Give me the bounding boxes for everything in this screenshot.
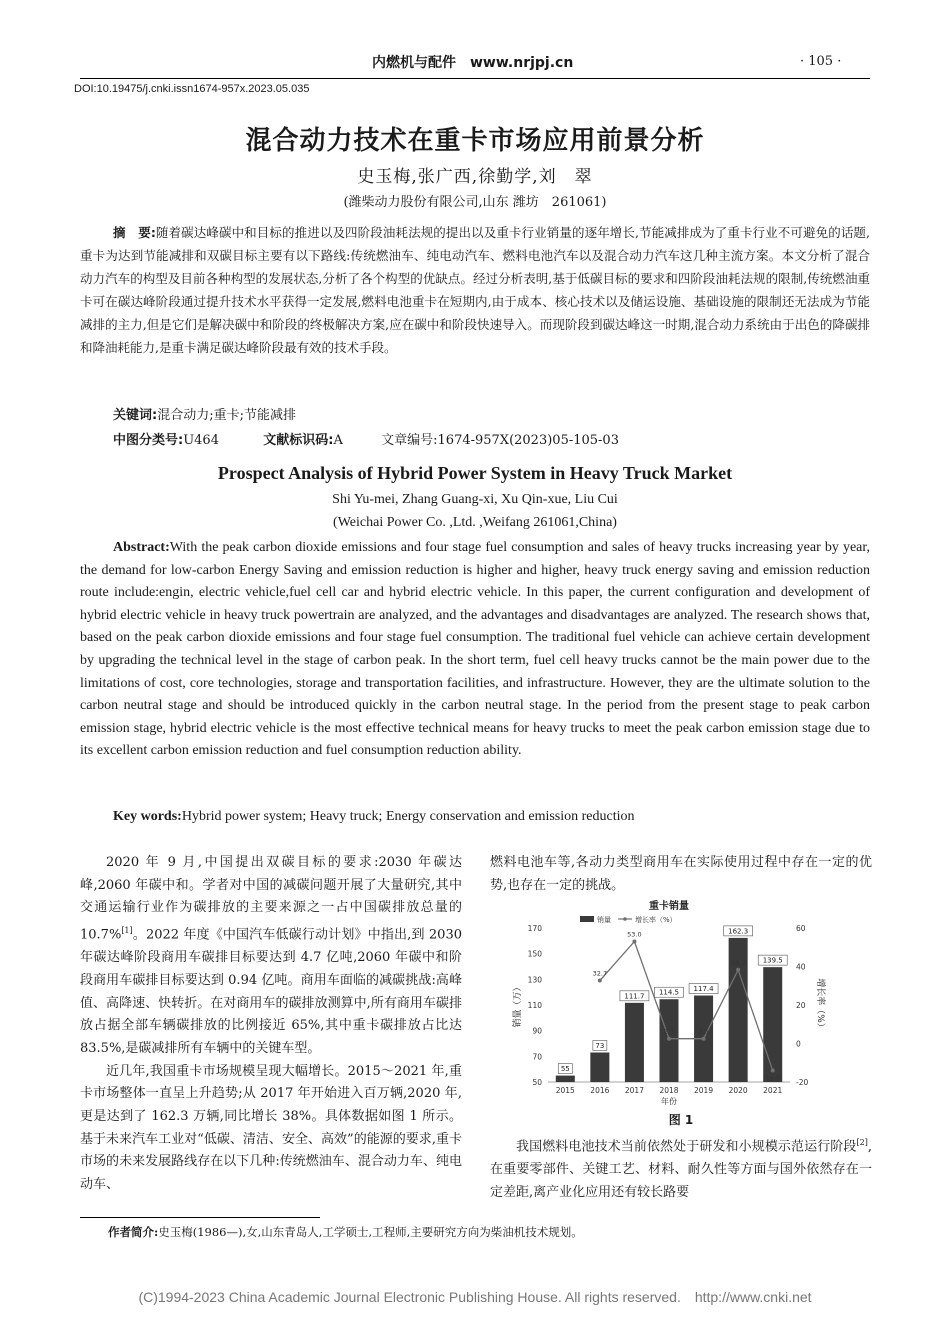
abstract-en-text: With the peak carbon dioxide emissions and four stage fuel consumption and sales of heavy trucks increasing year by year, the demand for low-carbon Energy Saving and emission reduction is higher and higher, heavy truck energy saving and emission reduction route include:engin, electric vehicle,fuel cell car and hybrid electric vehicle. In this paper, the current configuration and development of hybrid electric vehicle in heavy truck powertrain are analyzed, and the advantages and disadvantages are analyzed. The research shows that, based on the peak carbon dioxide emissions and four stage fuel consumption. The traditional fuel vehicle can achieve certain development by upgrading the technical level in the stage of carbon peak. In the short term, fuel cell heavy trucks cannot be the main power due to the limitations of cost, core technologies, storage and transportation facilities, and infrastructure. However, they are the ultimate solution to the carbon neutral stage and should be introduced quickly in the carbon neutral stage. In the period from the present stage to peak carbon emission stage, hybrid electric vehicle is the most effective technical means for heavy trucks to meet the peak carbon emission stage due to its excellent carbon emission reduction and fuel consumption reduction ability.	[80, 540, 870, 759]
body-right-column-bottom	[490, 1132, 872, 1204]
body-text: 。2022 年度《中国汽车低碳行动计划》中指出,到 2030 年碳达峰阶段商用车碳排目标要达到 4.7 亿吨,2060 年碳中和阶段商用车碳排目标要达到 0.94 亿吨。商用车面临的减碳挑战:高峰值、高降速、快转折。在对商用车的碳排放测算中,所有商用车碳排放占据全部车辆碳排放的比例接近 65%,其中重卡碳排放占比达 83.5%,是碳减排所有车辆中的关键车型。	[80, 927, 462, 1056]
header-rule	[80, 78, 870, 79]
y-axis-title: 销量（万）	[513, 982, 523, 1028]
growth-point	[632, 939, 636, 943]
author-footnote	[108, 1224, 583, 1240]
x-tick-label: 2017	[624, 1086, 644, 1095]
paper-title-cn: 混合动力技术在重卡市场应用前景分析	[245, 126, 705, 156]
growth-value-label: 38.3	[730, 958, 746, 967]
doi: DOI:10.19475/j.cnki.issn1674-957x.2023.05.035	[74, 83, 310, 95]
x-tick-label: 2019	[694, 1086, 714, 1095]
y-tick-label: 50	[532, 1078, 542, 1087]
y-tick-label: 110	[527, 1001, 542, 1010]
classification-line	[113, 429, 619, 448]
bar-value-label: 55	[560, 1065, 570, 1074]
bar-value-label: 139.5	[762, 956, 783, 965]
y-tick-label: 70	[532, 1052, 542, 1062]
y2-tick-label: -20	[796, 1078, 809, 1087]
growth-value-label: 2.5	[698, 1027, 709, 1036]
bar	[556, 1076, 575, 1082]
keywords-cn-label: 关键词:	[113, 408, 158, 423]
y2-tick-label: 60	[796, 924, 806, 933]
x-tick-label: 2015	[555, 1086, 575, 1095]
y2-tick-label: 40	[796, 962, 806, 972]
body-paragraph: 燃料电池车等,各动力类型商用车在实际使用过程中存在一定的优势,也存在一定的挑战。	[490, 855, 872, 893]
abstract-cn	[80, 221, 870, 359]
clc-label: 中图分类号:	[113, 433, 184, 448]
paper-title-en: Prospect Analysis of Hybrid Power System in Heavy Truck Market	[217, 463, 733, 483]
bar-value-label: 111.7	[624, 992, 645, 1001]
authors-cn: 史玉梅,张广西,徐勤学,刘 翠	[357, 167, 593, 187]
abstract-cn-label: 摘 要:	[113, 225, 156, 240]
y2-axis-title: 增长率（%）	[815, 978, 825, 1032]
bar-value-label: 162.3	[728, 927, 749, 936]
x-tick-label: 2020	[728, 1086, 748, 1095]
bar	[763, 967, 782, 1082]
affiliation-cn: (潍柴动力股份有限公司,山东 潍坊 261061)	[343, 195, 607, 210]
article-number: 文章编号:1674-957X(2023)05-105-03	[381, 433, 619, 448]
x-tick-label: 2016	[590, 1086, 610, 1095]
abstract-cn-text: 随着碳达峰碳中和目标的推进以及四阶段油耗法规的提出以及重卡行业销量的逐年增长,节能减排成为了重卡行业不可避免的话题,重卡为达到节能减排和双碳目标主要有以下路线:传统燃油车、纯电动汽车、燃料电池汽车以及混合动力汽车这几种主流方案。本文分析了混合动力汽车的构型及目前各种构型的发展状态,分析了各个构型的优缺点。经过分析表明,基于低碳目标的要求和四阶段油耗法规的限制,传统燃油重卡可在碳达峰阶段通过提升技术水平获得一定发展,燃料电池重卡在短期内,由于成本、核心技术以及储运设施、基础设施的限制还无法成为节能减排的主力,但是它们是解决碳中和阶段的终极解决方案,应在碳中和阶段快速导入。而现阶段到碳达峰这一时期,混合动力系统由于出色的降碳排和降油耗能力,是重卡满足碳达峰阶段最有效的技术手段。	[80, 225, 871, 355]
bar	[625, 1003, 644, 1082]
legend-label: 销量	[597, 916, 611, 924]
y-tick-label: 170	[527, 924, 542, 933]
growth-value-label: 53.0	[627, 930, 642, 939]
x-tick-label: 2021	[763, 1086, 783, 1095]
keywords-cn-text: 混合动力;重卡;节能减排	[157, 408, 296, 423]
clc-value: U464	[183, 433, 219, 448]
body-paragraph	[490, 1132, 872, 1204]
y-tick-label: 150	[527, 949, 542, 959]
sales-chart	[490, 895, 872, 1107]
growth-value-label: 2.5	[663, 1027, 675, 1036]
x-axis-title: 年份	[661, 1097, 677, 1106]
footnote-text: 史玉梅(1986—),女,山东青岛人,工学硕士,工程师,主要研究方向为柴油机技术规划。	[158, 1225, 583, 1239]
body-text: 2020 年 9 月,中国提出双碳目标的要求:2030 年碳达峰,2060 年碳中和。学者对中国的减碳问题开展了大量研究,其中交通运输行业作为碳排放的主要来源之一占中国碳排放总量的 10.7%	[80, 855, 462, 943]
doc-code-label: 文献标识码:	[263, 433, 334, 448]
footnote-rule	[80, 1217, 320, 1218]
growth-point	[736, 968, 740, 972]
bar-value-label: 73	[595, 1041, 605, 1050]
authors-en: Shi Yu-mei, Zhang Guang-xi, Xu Qin-xue, Liu Cui	[332, 492, 618, 507]
page-number: · 105 ·	[800, 54, 842, 69]
legend-label: 增长率（%）	[635, 916, 677, 924]
growth-point	[598, 979, 602, 983]
keywords-en	[113, 809, 635, 825]
body-text: 我国燃料电池技术当前依然处于研发和小规模示范运行阶段	[516, 1139, 857, 1155]
growth-value-label: (14.0)	[762, 1073, 783, 1082]
y2-tick-label: 20	[796, 1001, 806, 1010]
keywords-en-label: Key words:	[113, 809, 182, 824]
body-paragraph: 近几年,我国重卡市场规模呈现大幅增长。2015～2021 年,重卡市场整体一直呈上升趋势;从 2017 年开始进入百万辆,2020 年,更是达到了 162.3 万辆,同比增长 38%。具体数据如图 1 所示。基于未来汽车工业对“低碳、清洁、安全、高效”的能源的要求,重卡市场的未来发展路线存在以下几种:传统燃油车、混合动力车、纯电动车、	[80, 1063, 462, 1193]
citation-ref: [2]	[856, 1138, 868, 1147]
legend-marker	[623, 917, 627, 921]
bar-value-label: 117.4	[693, 985, 714, 994]
body-right-column-top	[490, 852, 872, 897]
keywords-cn	[113, 404, 296, 423]
y2-tick-label: 0	[796, 1039, 801, 1049]
y-tick-label: 90	[532, 1026, 542, 1036]
growth-point	[667, 1037, 671, 1041]
doc-code-value: A	[333, 433, 343, 448]
figure-caption: 图 1	[668, 1113, 694, 1127]
bar	[590, 1052, 609, 1082]
abstract-en-label: Abstract:	[113, 540, 170, 555]
growth-point	[702, 1037, 706, 1041]
body-left-column	[80, 852, 462, 1197]
chart-title: 重卡销量	[649, 901, 689, 912]
bar-value-label: 114.5	[658, 988, 680, 997]
abstract-en	[80, 537, 870, 763]
growth-value-label: 32.7	[592, 969, 608, 978]
growth-point	[771, 1068, 775, 1072]
affiliation-en: (Weichai Power Co. ,Ltd. ,Weifang 261061,China)	[333, 515, 617, 530]
journal-header: 内燃机与配件 www.nrjpj.cn	[372, 55, 574, 71]
footnote-label: 作者简介:	[108, 1225, 159, 1239]
legend-swatch-bar	[580, 916, 594, 922]
copyright-line: (C)1994-2023 China Academic Journal Electronic Publishing House. All rights reserved. http://www.cnki.net	[138, 1289, 812, 1305]
body-text: ,在重要零部件、关键工艺、材料、耐久性等方面与国外依然存在一定差距,离产业化应用还有较长路要	[490, 1139, 872, 1200]
keywords-en-text: Hybrid power system; Heavy truck; Energy conservation and emission reduction	[181, 809, 635, 824]
y-tick-label: 130	[527, 975, 542, 985]
body-paragraph	[80, 852, 462, 1061]
x-tick-label: 2018	[659, 1086, 679, 1095]
citation-ref: [1]	[121, 926, 133, 936]
